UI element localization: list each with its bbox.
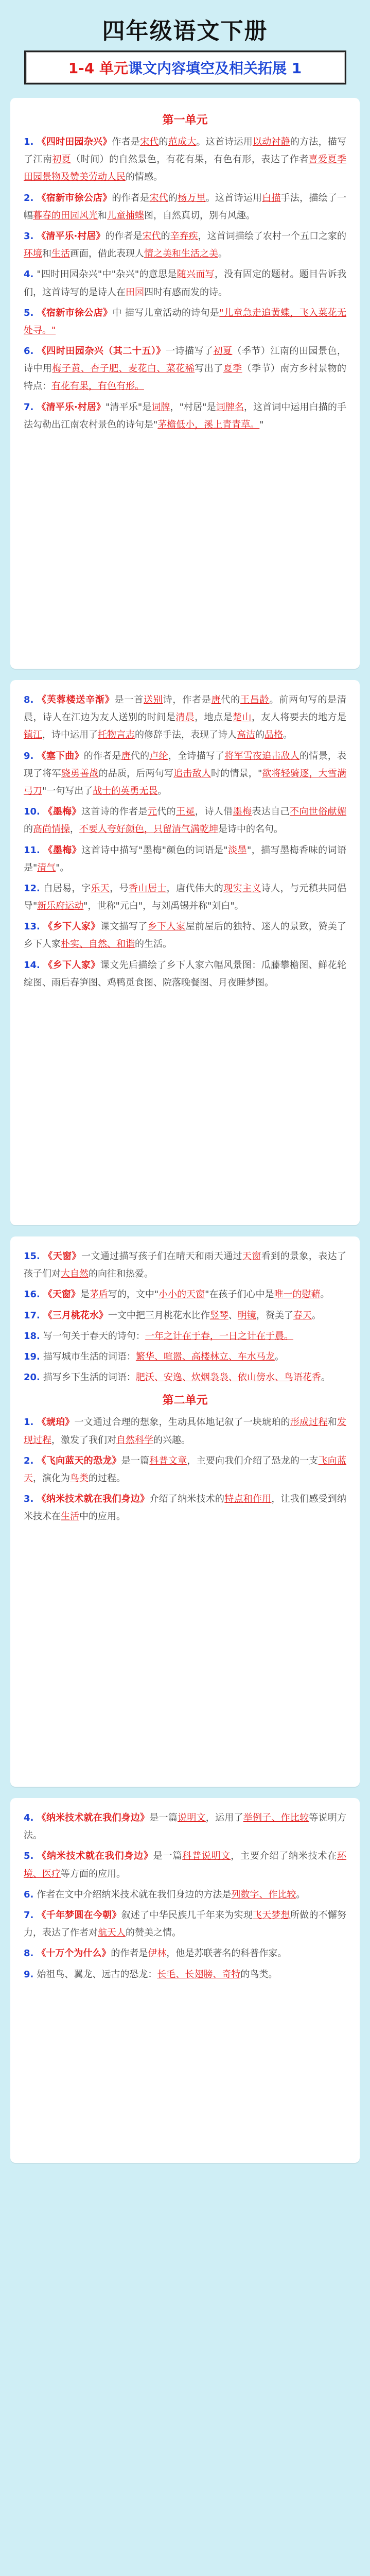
item-answer: 托物言志 bbox=[98, 730, 135, 741]
item-answer: 情之美和生活之美 bbox=[144, 248, 218, 260]
item-answer: 不要人夸好颜色，只留清气满乾坤 bbox=[79, 824, 218, 835]
item-text: 的 bbox=[168, 192, 178, 204]
item-source-title: 《十万个为什么》 bbox=[37, 1948, 111, 1959]
item-text: （季节）南方乡村景物的特点： bbox=[24, 363, 347, 392]
item-source-title: 《纳米技术就在我们身边》 bbox=[37, 1851, 153, 1862]
item-source-title: 《飞向蓝天的恐龙》 bbox=[37, 1455, 121, 1466]
item-text: 一文通过合理的想象，生动具体地记叙了一块琥珀的 bbox=[74, 1417, 290, 1428]
list-item bbox=[24, 691, 346, 744]
item-number: 7. bbox=[24, 1909, 34, 1921]
item-answer: 追击敌人 bbox=[173, 768, 211, 779]
list-item bbox=[24, 1369, 346, 1386]
item-text: 。 bbox=[321, 1372, 330, 1383]
item-answer: 楚山 bbox=[233, 712, 252, 723]
item-answer: 夏季 bbox=[223, 363, 242, 375]
item-answer: 梅子黄、杏子肥、麦花白、菜花稀 bbox=[52, 363, 195, 375]
item-text: 等说明方法。 bbox=[24, 1812, 347, 1841]
item-number: 16. bbox=[24, 1289, 40, 1300]
item-text: 代的 bbox=[130, 750, 150, 761]
item-text: 的情景，表现了将军 bbox=[24, 750, 347, 779]
item-answer: 小小的天窗 bbox=[158, 1289, 205, 1300]
item-number: 11. bbox=[24, 844, 40, 856]
item-answer: "儿童急走追黄蝶，飞入菜花无处寻。" bbox=[24, 307, 346, 336]
item-answer: 将军雪夜追击敌人 bbox=[224, 750, 300, 761]
list-item bbox=[24, 1452, 346, 1487]
item-text: 叙述了中华民族几千年来为实现 bbox=[121, 1909, 253, 1921]
item-text: "。 bbox=[56, 862, 69, 873]
item-answer: 范成大 bbox=[168, 137, 197, 147]
item-number: 1. bbox=[24, 137, 34, 147]
item-text: ，他是苏联著名的科普作家。 bbox=[166, 1948, 287, 1959]
item-answer: 元 bbox=[147, 806, 157, 818]
item-number: 6. bbox=[24, 346, 34, 357]
item-text: 的修辞手法，表现了诗人 bbox=[135, 730, 237, 741]
item-text: 。 bbox=[296, 1889, 306, 1900]
item-number: 5. bbox=[24, 1851, 34, 1862]
item-text: 始祖鸟、翼龙、远古的恐龙： bbox=[37, 1969, 157, 1980]
item-text: "在孩子们心中是 bbox=[205, 1289, 274, 1300]
item-source-title: 《乡下人家》 bbox=[43, 959, 100, 971]
item-number: 2. bbox=[24, 192, 34, 204]
item-text: 和 bbox=[327, 1417, 338, 1428]
item-answer: 春天 bbox=[293, 1310, 312, 1321]
item-text: ，号 bbox=[110, 883, 129, 894]
list-item bbox=[24, 1945, 346, 1962]
item-answer: 鸟类 bbox=[70, 1472, 89, 1484]
item-answer: 王昌龄 bbox=[240, 694, 270, 705]
item-text: 的方法，描写了江南 bbox=[24, 137, 347, 165]
item-text: ，这首词中运用白描的手法勾勒出江南农村景色的诗句是" bbox=[24, 401, 347, 430]
item-answer: 肥沃、安逸、炊烟袅袅、依山傍水、鸟语花香 bbox=[135, 1372, 321, 1383]
item-text: 白居易，字 bbox=[43, 883, 91, 894]
item-text: 的作者是 bbox=[105, 230, 143, 242]
list-item bbox=[24, 1348, 346, 1366]
list-item bbox=[24, 842, 346, 877]
item-source-title: 《琥珀》 bbox=[37, 1417, 75, 1428]
item-text: ，主要向我们介绍了恐龙的一支 bbox=[187, 1455, 319, 1466]
item-text: 一文中把三月桃花水比作 bbox=[108, 1310, 210, 1321]
item-answer: 香山居士 bbox=[129, 883, 167, 894]
item-answer: 初夏 bbox=[213, 346, 233, 357]
item-text: 。这首诗运用 bbox=[196, 137, 253, 147]
item-text: ，全诗描写了 bbox=[168, 750, 225, 761]
item-text: 的向往和热爱。 bbox=[89, 1268, 153, 1280]
item-answer: 墨梅 bbox=[233, 806, 252, 818]
item-source-title: 《天窗》 bbox=[43, 1251, 81, 1262]
item-text: "，描写墨梅香味的词语是" bbox=[24, 844, 347, 873]
item-text: 屋前屋后的独特、迷人的景致，赞美了乡下人家 bbox=[24, 921, 347, 950]
item-number: 8. bbox=[24, 694, 34, 705]
item-answer: 欲将轻骑逐，大雪满弓刀 bbox=[24, 768, 347, 796]
item-answer: 现实主义 bbox=[223, 883, 261, 894]
item-number: 8. bbox=[24, 1948, 34, 1959]
item-text: 的兴趣。 bbox=[153, 1434, 190, 1446]
item-answer: 科普说明文 bbox=[182, 1851, 231, 1862]
item-text: "四时田园杂兴"中"杂兴"的意思是 bbox=[37, 269, 177, 280]
list-item bbox=[24, 228, 346, 263]
item-text: 课文先后描绘了乡下人家六幅风景图：瓜藤攀檐图、鲜花轮绽图、雨后春笋图、鸡鸭觅食图、院落晚餐图、月夜睡梦图。 bbox=[24, 959, 347, 988]
list-item bbox=[24, 957, 346, 992]
item-text: 诗人，与元稹共同倡导" bbox=[24, 883, 347, 912]
list-item bbox=[24, 190, 346, 225]
list-item bbox=[24, 1307, 346, 1325]
item-text: 。前两句写的是清晨，诗人在江边为友人送别的时间是 bbox=[24, 694, 347, 723]
item-answer: 随兴而写 bbox=[177, 269, 215, 280]
item-answer: 以动衬静 bbox=[252, 137, 290, 147]
unit1c-card bbox=[10, 1236, 360, 1787]
list-item bbox=[24, 1907, 346, 1942]
item-text: 的作者是 bbox=[112, 192, 150, 204]
item-number: 18. bbox=[24, 1330, 40, 1342]
item-source-title: 《芙蓉楼送辛渐》 bbox=[37, 694, 115, 705]
item-answer: 杨万里 bbox=[178, 192, 206, 204]
item-text: 描写城市生活的词语： bbox=[43, 1351, 136, 1362]
item-text: 的 bbox=[161, 230, 170, 242]
item-text: 的品质，后两句写 bbox=[98, 768, 174, 779]
item-text: 手法，描绘了一幅 bbox=[24, 192, 347, 221]
item-text: 的鸟类。 bbox=[240, 1969, 278, 1980]
item-number: 15. bbox=[24, 1251, 40, 1262]
list-item bbox=[24, 1414, 346, 1449]
item-text: 课文描写了 bbox=[100, 921, 148, 933]
item-answer: 乐天 bbox=[91, 883, 110, 894]
item-text: ，激发了我们对 bbox=[51, 1434, 116, 1446]
item-text: ，诗中运用了 bbox=[42, 730, 98, 741]
item-number: 7. bbox=[24, 401, 34, 413]
item-number: 20. bbox=[24, 1372, 40, 1383]
unit2b-card bbox=[10, 1798, 360, 2163]
item-answer: 儿童捕蝶 bbox=[107, 210, 144, 221]
item-answer: 战士的英勇无畏 bbox=[93, 785, 158, 796]
item-answer: 竖琴 bbox=[209, 1310, 228, 1321]
item-answer: 发现过程 bbox=[24, 1417, 347, 1446]
item-answer: 初夏 bbox=[52, 154, 72, 165]
item-source-title: 《四时田园杂兴（其二十五）》 bbox=[37, 346, 166, 357]
item-text: 的过程。 bbox=[89, 1472, 126, 1484]
item-answer: 送别 bbox=[144, 694, 163, 705]
item-answer: 清晨 bbox=[175, 712, 195, 723]
item-text: ， bbox=[70, 824, 79, 835]
item-answer: 繁华、喧嚣、高楼林立、车水马龙 bbox=[135, 1351, 275, 1362]
item-number: 19. bbox=[24, 1351, 40, 1362]
item-source-title: 《清平乐·村居》 bbox=[37, 401, 106, 413]
item-answer: 生活 bbox=[51, 248, 70, 260]
item-text: ，赞美了 bbox=[256, 1310, 293, 1321]
unit1b-list bbox=[24, 691, 346, 992]
item-answer: 列数字、作比较 bbox=[231, 1889, 296, 1900]
item-answer: 生活 bbox=[61, 1511, 79, 1522]
item-answer: 词牌名 bbox=[216, 401, 244, 413]
item-source-title: 《天窗》 bbox=[43, 1289, 80, 1300]
item-answer: 品格 bbox=[265, 730, 283, 741]
item-number: 10. bbox=[24, 806, 40, 818]
item-text: 是一篇 bbox=[153, 1851, 183, 1862]
item-answer: 科普文章 bbox=[149, 1455, 187, 1466]
item-text: ，这首词描绘了农村一个五口之家的 bbox=[198, 230, 347, 242]
item-number: 17. bbox=[24, 1310, 40, 1321]
item-text: 。 bbox=[274, 1351, 284, 1362]
item-number: 12. bbox=[24, 883, 40, 894]
item-answer: 环境、医疗 bbox=[24, 1851, 347, 1879]
item-text: ，友人将要去的地方是 bbox=[251, 712, 347, 723]
item-answer: 辛弃疾 bbox=[170, 230, 198, 242]
list-item bbox=[24, 1490, 346, 1526]
list-item bbox=[24, 748, 346, 801]
item-answer: 喜爱夏季田园景物及赞美劳动人民 bbox=[24, 154, 347, 183]
item-answer: 暮春的田园风光 bbox=[33, 210, 98, 221]
item-text: ，"村居"是 bbox=[170, 401, 216, 413]
item-text: 中 描写儿童活动的诗句是 bbox=[112, 307, 220, 318]
item-answer: 飞向蓝天 bbox=[24, 1455, 347, 1484]
item-number: 4. bbox=[24, 1812, 34, 1823]
item-text: 和 bbox=[98, 210, 107, 221]
item-answer: 镇江 bbox=[24, 730, 42, 741]
item-text: 是一篇 bbox=[149, 1812, 178, 1823]
item-source-title: 《四时田园杂兴》 bbox=[37, 137, 112, 147]
item-answer: 特点和作用 bbox=[224, 1494, 272, 1505]
item-source-title: 《纳米技术就在我们身边》 bbox=[37, 1494, 150, 1505]
item-number: 1. bbox=[24, 1417, 34, 1428]
list-item bbox=[24, 1809, 346, 1844]
item-text: ，诗人借 bbox=[195, 806, 233, 818]
item-source-title: 《墨梅》 bbox=[43, 806, 81, 818]
item-answer: 清气 bbox=[37, 862, 56, 873]
item-answer: 淡墨 bbox=[227, 844, 248, 856]
item-text: 作者在文中介绍纳米技术就在我们身边的方法是 bbox=[37, 1889, 232, 1900]
item-text: ，地点是 bbox=[195, 712, 233, 723]
item-text: 一诗描写了 bbox=[165, 346, 214, 357]
item-text: 画面，借此表现人 bbox=[70, 248, 144, 260]
item-answer: 举例子、作比较 bbox=[243, 1812, 309, 1823]
item-answer: 明镜 bbox=[237, 1310, 256, 1321]
item-text: 的 bbox=[158, 137, 168, 147]
item-answer: 大自然 bbox=[61, 1268, 89, 1280]
unit1-list bbox=[24, 133, 346, 434]
item-text: 的生活。 bbox=[135, 939, 172, 950]
item-text: 的作者是 bbox=[111, 1948, 148, 1959]
item-answer: 宋代 bbox=[149, 192, 168, 204]
item-answer: 宋代 bbox=[142, 230, 161, 242]
item-number: 9. bbox=[24, 750, 34, 761]
item-text: 诗，作者是 bbox=[163, 694, 212, 705]
list-item bbox=[24, 880, 346, 915]
list-item bbox=[24, 1848, 346, 1883]
item-text: ，运用了 bbox=[205, 1812, 243, 1823]
item-number: 5. bbox=[24, 307, 34, 318]
item-text: 是一篇 bbox=[121, 1455, 150, 1466]
item-answer: 唐 bbox=[121, 750, 131, 761]
item-answer: 天窗 bbox=[242, 1251, 261, 1262]
item-source-title: 《纳米技术就在我们身边》 bbox=[37, 1812, 150, 1823]
item-text: ，没有固定的题材。题目告诉我们，这首诗写的是诗人在 bbox=[24, 269, 347, 298]
item-text: 描写乡下生活的词语： bbox=[43, 1372, 136, 1383]
item-answer: 环境 bbox=[24, 248, 42, 260]
item-text: 、 bbox=[228, 1310, 238, 1321]
item-text: 时的情景，" bbox=[210, 768, 262, 779]
item-answer: 朴实、自然、和谐 bbox=[61, 939, 135, 950]
item-text: 中的应用。 bbox=[79, 1511, 126, 1522]
item-text: 这首诗中描写"墨梅"颜色的词语是" bbox=[81, 844, 228, 856]
item-answer: 骁勇善战 bbox=[61, 768, 99, 779]
item-text: （时间）的自然景色，有花有果，有色有形，表达了作者 bbox=[71, 154, 309, 165]
list-item bbox=[24, 343, 346, 396]
item-text: 表达自己 bbox=[252, 806, 290, 818]
item-text: 。 bbox=[283, 730, 292, 741]
item-text: "一句写出了 bbox=[42, 785, 93, 796]
item-text: 一文通过描写孩子们在晴天和雨天通过 bbox=[81, 1251, 242, 1262]
list-item bbox=[24, 133, 346, 187]
item-text: 的作者是 bbox=[83, 750, 121, 761]
list-item bbox=[24, 1328, 346, 1345]
item-answer: 卢纶 bbox=[149, 750, 168, 761]
item-text: 介绍了纳米技术的 bbox=[149, 1494, 225, 1505]
unit1b-card bbox=[10, 680, 360, 1225]
item-text: 写一句关于春天的诗句： bbox=[43, 1330, 145, 1342]
item-text: 写的，文中" bbox=[108, 1289, 159, 1300]
item-answer: 唐 bbox=[211, 694, 221, 705]
item-answer: 白描 bbox=[262, 192, 281, 204]
item-answer: 形成过程 bbox=[290, 1417, 328, 1428]
item-text: （季节）江南的田园景色，诗中用 bbox=[24, 346, 347, 375]
item-number: 4. bbox=[24, 269, 34, 280]
list-item bbox=[24, 1286, 346, 1303]
item-answer: 伊林 bbox=[148, 1948, 167, 1959]
unit1-title: 第一单元 bbox=[162, 114, 208, 127]
item-text: 四时有感而发的诗。 bbox=[144, 286, 227, 298]
item-number: 2. bbox=[24, 1455, 34, 1466]
item-text: ，主要介绍了纳米技术在 bbox=[231, 1851, 338, 1862]
item-answer: 宋代 bbox=[140, 137, 159, 147]
item-text: 代的 bbox=[221, 694, 241, 705]
item-text: ，唐代伟大的 bbox=[166, 883, 224, 894]
item-number: 6. bbox=[24, 1889, 34, 1900]
item-text: 这首诗的作者是 bbox=[81, 806, 148, 818]
item-answer: 王冕 bbox=[176, 806, 195, 818]
item-number: 14. bbox=[24, 959, 40, 971]
item-answer: 乡下人家 bbox=[147, 921, 186, 933]
item-text: "，世称"元白"，与刘禹锡并称"刘白"。 bbox=[83, 901, 244, 912]
item-source-title: 《塞下曲》 bbox=[37, 750, 84, 761]
list-item bbox=[24, 399, 346, 434]
unit1c-list bbox=[24, 1248, 346, 1386]
item-answer: 高尚情操 bbox=[33, 824, 70, 835]
item-answer: 茅盾 bbox=[89, 1289, 108, 1300]
item-text: 看到的景象，表达了孩子们对 bbox=[24, 1251, 347, 1280]
unit1-card bbox=[10, 98, 360, 669]
subtitle-unit-range: 1-4 单元 bbox=[68, 60, 129, 77]
item-number: 3. bbox=[24, 1494, 34, 1505]
item-source-title: 《千年梦圆在今朝》 bbox=[37, 1909, 121, 1921]
list-item bbox=[24, 803, 346, 838]
page-title: 四年级语文下册 bbox=[102, 18, 268, 44]
item-answer: 茅檐低小，溪上青青草。 bbox=[157, 419, 260, 430]
item-text: 。这首诗运用 bbox=[205, 192, 262, 204]
item-answer: 不向世俗献媚 bbox=[290, 806, 347, 818]
unit2-list-a bbox=[24, 1414, 346, 1526]
item-answer: 田园 bbox=[126, 286, 144, 298]
item-answer: 飞天梦想 bbox=[252, 1909, 290, 1921]
item-answer: 说明文 bbox=[178, 1812, 206, 1823]
item-text: 图，自然真切，别有风趣。 bbox=[144, 210, 255, 221]
item-answer: 新乐府运动 bbox=[37, 901, 84, 912]
item-text: 的 bbox=[24, 824, 33, 835]
item-text: 和 bbox=[42, 248, 51, 260]
item-text: 作者是 bbox=[112, 137, 140, 147]
item-source-title: 《清平乐·村居》 bbox=[37, 230, 105, 242]
unit2-list-b bbox=[24, 1809, 346, 1984]
item-source-title: 《墨梅》 bbox=[43, 844, 82, 856]
subtitle-bar bbox=[24, 50, 346, 84]
item-answer: 长毛、长翅膀、奇特 bbox=[157, 1969, 241, 1980]
item-source-title: 《宿新市徐公店》 bbox=[37, 307, 113, 318]
item-text: 。 bbox=[218, 248, 227, 260]
item-answer: 航天人 bbox=[98, 1927, 126, 1939]
item-text: 所做的不懈努力，表达了作者对 bbox=[24, 1909, 347, 1939]
item-text: 。 bbox=[311, 1310, 321, 1321]
list-item bbox=[24, 1248, 346, 1283]
item-text: 代的 bbox=[157, 806, 177, 818]
item-answer: 词牌 bbox=[151, 401, 170, 413]
item-answer: 一年之计在于春，一日之计在于晨。 bbox=[145, 1330, 293, 1342]
item-source-title: 《三月桃花水》 bbox=[43, 1310, 108, 1321]
item-text: 。 bbox=[157, 785, 167, 796]
item-answer: 自然科学 bbox=[116, 1434, 153, 1446]
item-text: 等方面的应用。 bbox=[61, 1868, 126, 1879]
item-text: 的赞美之情。 bbox=[126, 1927, 181, 1939]
item-answer: 高洁 bbox=[237, 730, 255, 741]
item-text: 写出了 bbox=[195, 363, 223, 375]
item-answer: 唯一的慰藉 bbox=[274, 1289, 321, 1300]
item-source-title: 《宿新市徐公店》 bbox=[37, 192, 112, 204]
item-text: 是 bbox=[80, 1289, 90, 1300]
list-item bbox=[24, 1886, 346, 1904]
item-text: 是一首 bbox=[114, 694, 144, 705]
item-text: "清平乐"是 bbox=[105, 401, 152, 413]
item-text: 是诗中的名句。 bbox=[218, 824, 283, 835]
item-text: " bbox=[259, 419, 264, 430]
list-item bbox=[24, 918, 346, 953]
item-text: ，演化为 bbox=[33, 1472, 70, 1484]
list-item bbox=[24, 304, 346, 340]
item-number: 9. bbox=[24, 1969, 34, 1980]
item-text: 的情感。 bbox=[126, 172, 163, 183]
unit2-title: 第二单元 bbox=[162, 1394, 208, 1408]
item-answer: 有花有果，有色有形。 bbox=[51, 381, 144, 392]
subtitle-text: 课文内容填空及相关拓展 1 bbox=[128, 60, 302, 77]
item-number: 13. bbox=[24, 921, 40, 933]
list-item bbox=[24, 1966, 346, 1984]
item-text: 的 bbox=[255, 730, 265, 741]
item-source-title: 《乡下人家》 bbox=[43, 921, 100, 933]
item-text: ，让我们感受到纳米技术在 bbox=[24, 1494, 347, 1522]
item-number: 3. bbox=[24, 230, 34, 242]
item-text: 。 bbox=[320, 1289, 330, 1300]
list-item bbox=[24, 266, 346, 301]
